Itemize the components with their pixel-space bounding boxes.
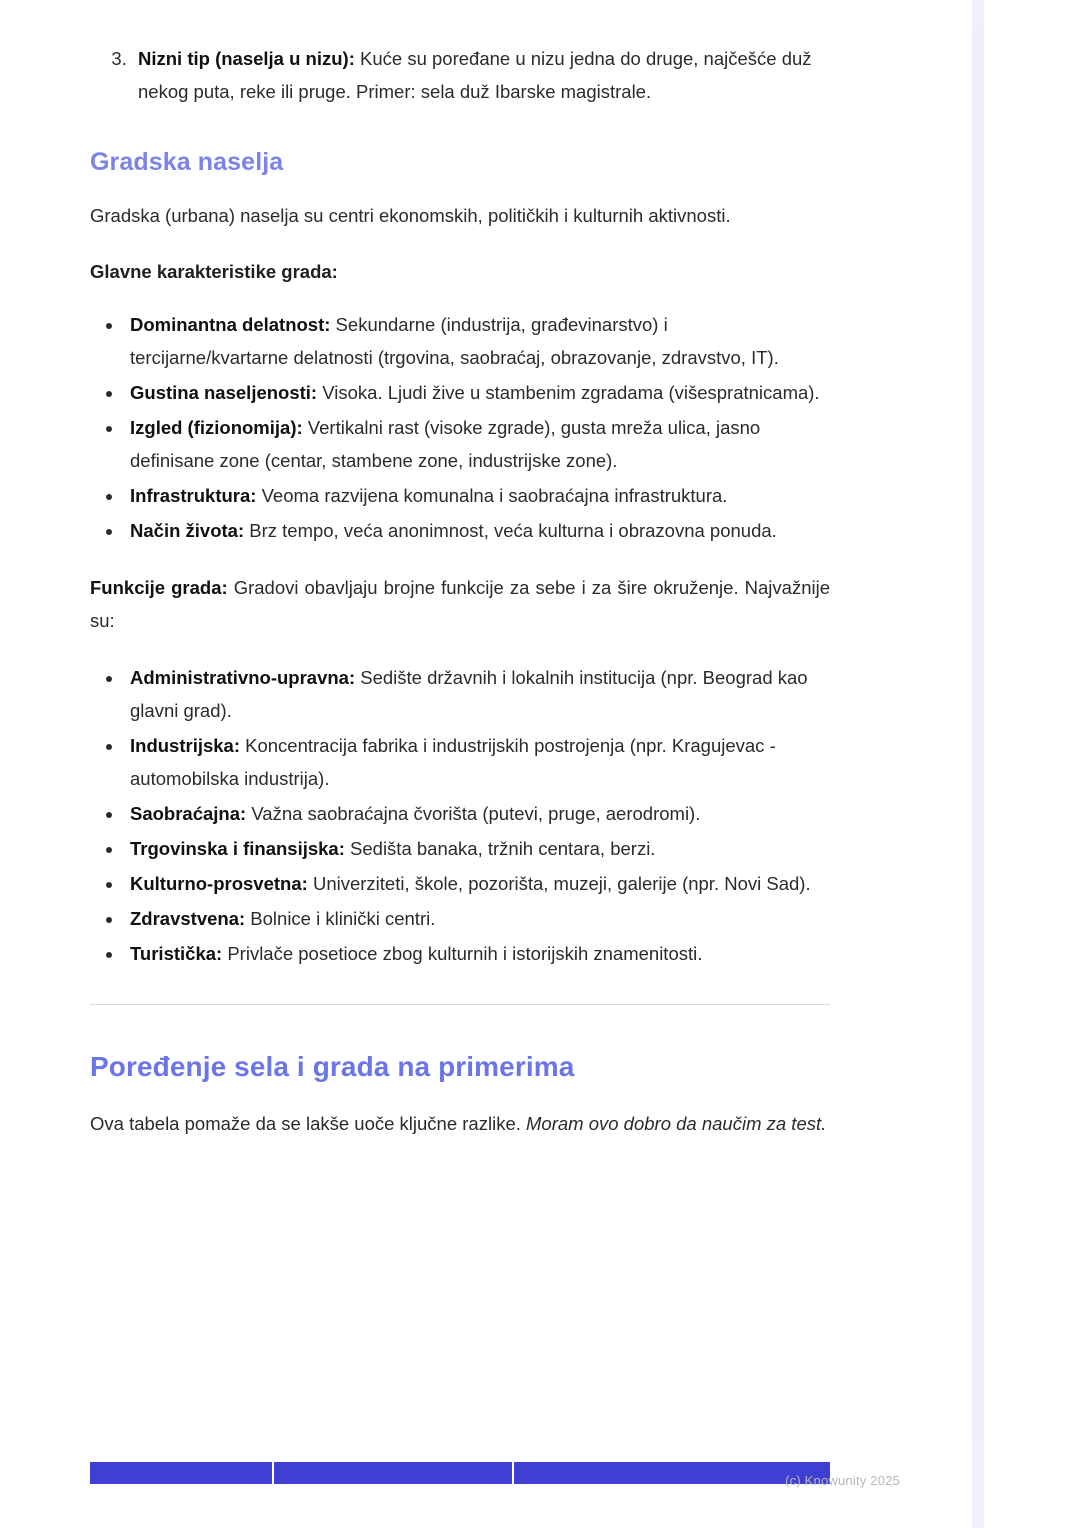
list-item	[132, 42, 830, 108]
list-item	[124, 729, 830, 795]
table-header-cell-2	[274, 1462, 514, 1484]
list-item-text: Bolnice i klinički centri.	[245, 908, 436, 929]
list-item-term: Način života:	[130, 520, 245, 541]
list-item	[124, 902, 830, 935]
list-item	[124, 797, 830, 830]
comparison-intro-emphasis: Moram ovo dobro da naučim za test.	[526, 1113, 827, 1134]
list-item-term: Dominantna delatnost:	[130, 314, 331, 335]
comparison-intro-paragraph	[90, 1107, 830, 1140]
functions-list	[90, 661, 830, 970]
list-item-text: Sekundarne (industrija, građevinarstvo) i tercijarne/kvartarne delatnosti (trgovina, saobraćaj, obrazovanje, zdravstvo, IT).	[130, 314, 779, 368]
list-item-term: Gustina naseljenosti:	[130, 382, 318, 403]
list-item-text: Koncentracija fabrika i industrijskih postrojenja (npr. Kragujevac - automobilska industrija).	[130, 735, 776, 789]
section-divider	[90, 1004, 830, 1005]
list-item-text: Brz tempo, veća anonimnost, veća kulturna i obrazovna ponuda.	[244, 520, 777, 541]
list-item-text: Važna saobraćajna čvorišta (putevi, pruge, aerodromi).	[246, 803, 701, 824]
list-item-text: Visoka. Ljudi žive u stambenim zgradama (višespratnicama).	[317, 382, 820, 403]
functions-lead-term: Funkcije grada:	[90, 577, 228, 598]
functions-lead-paragraph	[90, 571, 830, 637]
list-item	[124, 867, 830, 900]
list-item-term: Industrijska:	[130, 735, 240, 756]
list-item-text: Sedište državnih i lokalnih institucija (npr. Beograd kao glavni grad).	[130, 667, 808, 721]
list-item	[124, 411, 830, 477]
list-item	[124, 308, 830, 374]
list-item	[124, 832, 830, 865]
list-item-term: Izgled (fizionomija):	[130, 417, 303, 438]
list-item-term: Kulturno-prosvetna:	[130, 873, 308, 894]
list-item-term: Trgovinska i finansijska:	[130, 838, 345, 859]
list-item	[124, 479, 830, 512]
urban-intro-paragraph: Gradska (urbana) naselja su centri ekonomskih, političkih i kulturnih aktivnosti.	[90, 205, 731, 226]
list-item-term: Turistička:	[130, 943, 223, 964]
list-item-text: Vertikalni rast (visoke zgrade), gusta mreža ulica, jasno definisane zone (centar, stambene zone, industrijske zone).	[130, 417, 761, 471]
list-item	[124, 937, 830, 970]
scrollbar-thumb[interactable]	[972, 30, 984, 1440]
table-header-cell-3	[514, 1462, 830, 1484]
list-item-text: Privlače posetioce zbog kulturnih i istorijskih znamenitosti.	[222, 943, 703, 964]
list-item-text: Kuće su poređane u nizu jedna do druge, najčešće duž nekog puta, reke ili pruge. Primer: sela duž Ibarske magistrale.	[138, 48, 812, 102]
list-item-term: Nizni tip (naselja u nizu):	[138, 48, 355, 69]
list-item-text: Veoma razvijena komunalna i saobraćajna infrastruktura.	[256, 485, 728, 506]
comparison-table-header-row	[90, 1462, 830, 1484]
list-item-term: Administrativno-upravna:	[130, 667, 356, 688]
section-heading-urban: Gradska naselja	[90, 148, 284, 176]
list-item-text: Sedišta banaka, tržnih centara, berzi.	[344, 838, 656, 859]
comparison-intro-text: Ova tabela pomaže da se lakše uoče ključne razlike.	[90, 1113, 527, 1134]
list-item	[124, 661, 830, 727]
characteristics-lead: Glavne karakteristike grada:	[90, 261, 338, 282]
list-item-term: Zdravstvena:	[130, 908, 246, 929]
list-item	[124, 376, 830, 409]
scroll-gutter	[972, 0, 1080, 1528]
functions-lead-text: Gradovi obavljaju brojne funkcije za sebe i za šire okruženje. Najvažnije su:	[90, 577, 830, 631]
list-item	[124, 514, 830, 547]
characteristics-list	[90, 308, 830, 547]
list-item-term: Saobraćajna:	[130, 803, 247, 824]
section-heading-comparison: Poređenje sela i grada na primerima	[90, 1051, 575, 1082]
list-item-text: Univerziteti, škole, pozorišta, muzeji, galerije (npr. Novi Sad).	[307, 873, 811, 894]
list-item-term: Infrastruktura:	[130, 485, 257, 506]
table-header-cell-1	[90, 1462, 274, 1484]
numbered-list-continued	[90, 42, 830, 108]
watermark-text: (c) Knowunity 2025	[785, 1473, 900, 1488]
document-content	[90, 42, 830, 1164]
